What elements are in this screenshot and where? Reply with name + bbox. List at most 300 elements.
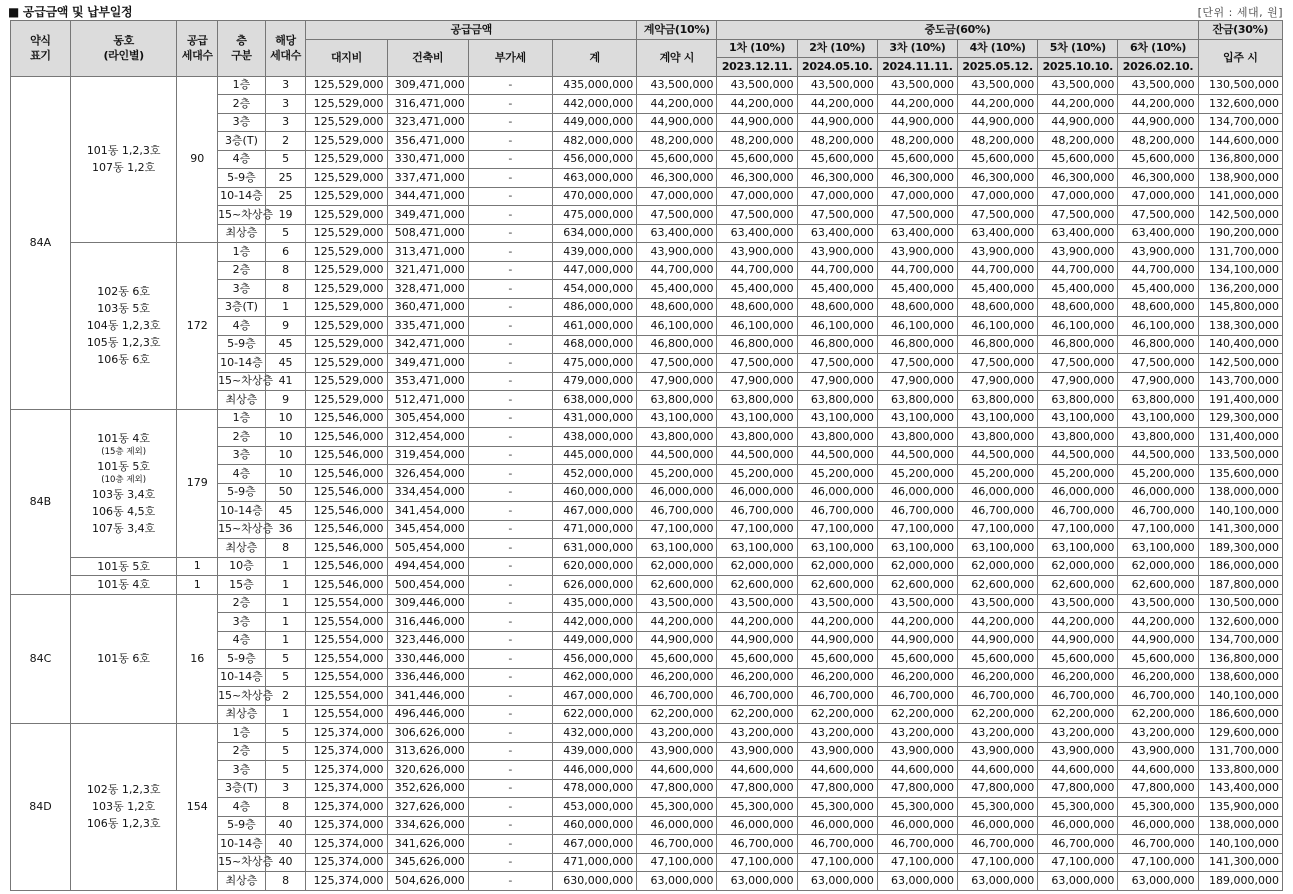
building-price-cell: 349,471,000	[387, 354, 468, 373]
middle-payment-1-cell: 43,200,000	[717, 724, 797, 743]
dong-line: 101동 4호	[97, 578, 151, 592]
middle-payment-2-cell: 43,100,000	[797, 409, 877, 428]
middle-payment-1-cell: 45,600,000	[717, 150, 797, 169]
middle-payment-6-cell: 44,700,000	[1118, 261, 1198, 280]
middle-payment-3-cell: 44,500,000	[877, 446, 957, 465]
dong-line: 102동 1,2,3호	[86, 783, 161, 797]
deposit-cell: 62,000,000	[637, 557, 717, 576]
middle-payment-1-cell: 63,400,000	[717, 224, 797, 243]
header-middle-group: 중도금(60%)	[717, 21, 1198, 40]
dong-cell	[70, 243, 177, 410]
vat-cell: -	[468, 206, 552, 225]
middle-payment-6-cell: 46,700,000	[1118, 687, 1198, 706]
total-price-cell: 452,000,000	[553, 465, 637, 484]
middle-payment-3-cell: 46,300,000	[877, 169, 957, 188]
land-price-cell: 125,554,000	[306, 631, 387, 650]
dong-line: 105동 1,2,3호	[86, 336, 161, 350]
land-price-cell: 125,529,000	[306, 372, 387, 391]
units-cell: 1	[265, 298, 306, 317]
land-price-cell: 125,529,000	[306, 224, 387, 243]
middle-payment-4-cell: 47,800,000	[958, 779, 1038, 798]
total-price-cell: 432,000,000	[553, 724, 637, 743]
middle-payment-3-cell: 47,500,000	[877, 354, 957, 373]
middle-payment-6-cell: 63,400,000	[1118, 224, 1198, 243]
middle-payment-4-cell: 43,200,000	[958, 724, 1038, 743]
vat-cell: -	[468, 668, 552, 687]
land-price-cell: 125,546,000	[306, 446, 387, 465]
middle-payment-3-cell: 44,900,000	[877, 113, 957, 132]
land-price-cell: 125,529,000	[306, 187, 387, 206]
middle-payment-3-cell: 43,200,000	[877, 724, 957, 743]
middle-payment-3-cell: 44,200,000	[877, 95, 957, 114]
vat-cell: -	[468, 779, 552, 798]
units-cell: 41	[265, 372, 306, 391]
balance-cell: 132,600,000	[1198, 613, 1282, 632]
middle-payment-2-cell: 46,800,000	[797, 335, 877, 354]
middle-payment-4-cell: 46,700,000	[958, 835, 1038, 854]
land-price-cell: 125,374,000	[306, 779, 387, 798]
building-price-cell: 341,454,000	[387, 502, 468, 521]
floor-cell: 10-14층	[218, 668, 266, 687]
total-price-cell: 454,000,000	[553, 280, 637, 299]
building-price-cell: 344,471,000	[387, 187, 468, 206]
middle-payment-2-cell: 46,000,000	[797, 816, 877, 835]
total-price-cell: 445,000,000	[553, 446, 637, 465]
middle-payment-3-cell: 48,200,000	[877, 132, 957, 151]
balance-cell: 134,100,000	[1198, 261, 1282, 280]
floor-cell: 15~차상층	[218, 853, 266, 872]
balance-cell: 132,600,000	[1198, 95, 1282, 114]
deposit-cell: 45,300,000	[637, 798, 717, 817]
total-price-cell: 438,000,000	[553, 428, 637, 447]
middle-payment-5-cell: 43,500,000	[1038, 594, 1118, 613]
middle-payment-1-cell: 46,700,000	[717, 687, 797, 706]
middle-payment-2-cell: 48,200,000	[797, 132, 877, 151]
deposit-cell: 62,200,000	[637, 705, 717, 724]
middle-payment-5-cell: 46,700,000	[1038, 502, 1118, 521]
units-cell: 45	[265, 335, 306, 354]
middle-payment-5-cell: 46,700,000	[1038, 835, 1118, 854]
total-price-cell: 439,000,000	[553, 742, 637, 761]
floor-cell: 1층	[218, 76, 266, 95]
middle-payment-4-cell: 47,500,000	[958, 206, 1038, 225]
middle-payment-5-cell: 62,000,000	[1038, 557, 1118, 576]
middle-payment-3-cell: 46,200,000	[877, 668, 957, 687]
middle-payment-2-cell: 46,100,000	[797, 317, 877, 336]
header-mid-2: 2차 (10%)	[797, 39, 877, 58]
building-price-cell: 337,471,000	[387, 169, 468, 188]
building-price-cell: 316,446,000	[387, 613, 468, 632]
middle-payment-1-cell: 44,600,000	[717, 761, 797, 780]
floor-cell: 4층	[218, 317, 266, 336]
land-price-cell: 125,529,000	[306, 335, 387, 354]
vat-cell: -	[468, 132, 552, 151]
balance-cell: 138,000,000	[1198, 483, 1282, 502]
middle-payment-2-cell: 46,300,000	[797, 169, 877, 188]
middle-payment-6-cell: 47,000,000	[1118, 187, 1198, 206]
units-cell: 40	[265, 816, 306, 835]
total-price-cell: 456,000,000	[553, 150, 637, 169]
middle-payment-6-cell: 46,000,000	[1118, 483, 1198, 502]
floor-cell: 최상층	[218, 224, 266, 243]
middle-payment-5-cell: 43,900,000	[1038, 742, 1118, 761]
land-price-cell: 125,529,000	[306, 280, 387, 299]
middle-payment-5-cell: 63,800,000	[1038, 391, 1118, 410]
middle-payment-1-cell: 46,000,000	[717, 483, 797, 502]
balance-cell: 142,500,000	[1198, 354, 1282, 373]
middle-payment-1-cell: 46,700,000	[717, 502, 797, 521]
header-total: 계	[553, 39, 637, 76]
units-cell: 36	[265, 520, 306, 539]
middle-payment-2-cell: 46,700,000	[797, 835, 877, 854]
dong-line: (15층 제외)	[101, 446, 147, 457]
middle-payment-5-cell: 46,300,000	[1038, 169, 1118, 188]
deposit-cell: 45,400,000	[637, 280, 717, 299]
middle-payment-4-cell: 63,400,000	[958, 224, 1038, 243]
middle-payment-6-cell: 43,900,000	[1118, 243, 1198, 262]
dong-line: 102동 6호	[97, 285, 151, 299]
balance-cell: 141,300,000	[1198, 853, 1282, 872]
total-price-cell: 468,000,000	[553, 335, 637, 354]
middle-payment-4-cell: 46,000,000	[958, 483, 1038, 502]
total-price-cell: 467,000,000	[553, 502, 637, 521]
land-price-cell: 125,546,000	[306, 483, 387, 502]
land-price-cell: 125,546,000	[306, 465, 387, 484]
floor-cell: 5-9층	[218, 650, 266, 669]
middle-payment-5-cell: 47,800,000	[1038, 779, 1118, 798]
middle-payment-4-cell: 47,100,000	[958, 520, 1038, 539]
balance-cell: 138,900,000	[1198, 169, 1282, 188]
unit-note: [단위 : 세대, 원]	[1197, 6, 1283, 19]
building-price-cell: 330,446,000	[387, 650, 468, 669]
floor-cell: 4층	[218, 465, 266, 484]
middle-payment-1-cell: 46,300,000	[717, 169, 797, 188]
middle-payment-5-cell: 47,000,000	[1038, 187, 1118, 206]
land-price-cell: 125,529,000	[306, 317, 387, 336]
land-price-cell: 125,374,000	[306, 724, 387, 743]
middle-payment-1-cell: 46,700,000	[717, 835, 797, 854]
table-row	[11, 557, 1283, 576]
header-floor: 층 구분	[218, 21, 266, 77]
vat-cell: -	[468, 742, 552, 761]
header-mid-6-date: 2026.02.10.	[1118, 58, 1198, 77]
building-price-cell: 319,454,000	[387, 446, 468, 465]
balance-cell: 145,800,000	[1198, 298, 1282, 317]
header-mid-4: 4차 (10%)	[958, 39, 1038, 58]
units-cell: 8	[265, 798, 306, 817]
total-price-cell: 479,000,000	[553, 372, 637, 391]
middle-payment-2-cell: 44,500,000	[797, 446, 877, 465]
middle-payment-4-cell: 44,700,000	[958, 261, 1038, 280]
middle-payment-5-cell: 63,000,000	[1038, 872, 1118, 891]
units-cell: 1	[265, 631, 306, 650]
middle-payment-3-cell: 43,800,000	[877, 428, 957, 447]
balance-cell: 129,300,000	[1198, 409, 1282, 428]
middle-payment-5-cell: 62,600,000	[1038, 576, 1118, 595]
units-cell: 3	[265, 779, 306, 798]
middle-payment-1-cell: 44,900,000	[717, 113, 797, 132]
table-row	[11, 594, 1283, 613]
middle-payment-3-cell: 45,600,000	[877, 650, 957, 669]
balance-cell: 136,800,000	[1198, 150, 1282, 169]
header-dong: 동호 (라인별)	[70, 21, 177, 77]
building-price-cell: 323,446,000	[387, 631, 468, 650]
building-price-cell: 504,626,000	[387, 872, 468, 891]
dong-cell	[70, 409, 177, 557]
middle-payment-5-cell: 44,500,000	[1038, 446, 1118, 465]
deposit-cell: 44,900,000	[637, 631, 717, 650]
floor-cell: 2층	[218, 594, 266, 613]
middle-payment-3-cell: 63,400,000	[877, 224, 957, 243]
middle-payment-2-cell: 43,900,000	[797, 742, 877, 761]
middle-payment-2-cell: 44,200,000	[797, 95, 877, 114]
middle-payment-3-cell: 44,600,000	[877, 761, 957, 780]
middle-payment-4-cell: 45,400,000	[958, 280, 1038, 299]
land-price-cell: 125,546,000	[306, 539, 387, 558]
middle-payment-3-cell: 45,400,000	[877, 280, 957, 299]
deposit-cell: 63,100,000	[637, 539, 717, 558]
units-cell: 9	[265, 391, 306, 410]
middle-payment-2-cell: 47,500,000	[797, 354, 877, 373]
middle-payment-4-cell: 43,100,000	[958, 409, 1038, 428]
dong-line: 104동 1,2,3호	[86, 319, 161, 333]
balance-cell: 141,000,000	[1198, 187, 1282, 206]
land-price-cell: 125,529,000	[306, 298, 387, 317]
header-building: 건축비	[387, 39, 468, 76]
table-header	[11, 21, 1283, 77]
middle-payment-6-cell: 44,500,000	[1118, 446, 1198, 465]
land-price-cell: 125,529,000	[306, 354, 387, 373]
middle-payment-1-cell: 44,200,000	[717, 95, 797, 114]
middle-payment-1-cell: 63,800,000	[717, 391, 797, 410]
header-mid-5: 5차 (10%)	[1038, 39, 1118, 58]
floor-cell: 15~차상층	[218, 206, 266, 225]
middle-payment-2-cell: 43,200,000	[797, 724, 877, 743]
units-cell: 25	[265, 169, 306, 188]
building-price-cell: 321,471,000	[387, 261, 468, 280]
total-price-cell: 638,000,000	[553, 391, 637, 410]
middle-payment-6-cell: 47,800,000	[1118, 779, 1198, 798]
units-cell: 8	[265, 872, 306, 891]
floor-cell: 1층	[218, 409, 266, 428]
middle-payment-1-cell: 45,200,000	[717, 465, 797, 484]
vat-cell: -	[468, 761, 552, 780]
total-price-cell: 470,000,000	[553, 187, 637, 206]
header-supply-price: 공급금액	[306, 21, 637, 40]
header-balance: 입주 시	[1198, 39, 1282, 76]
header-mid-6: 6차 (10%)	[1118, 39, 1198, 58]
floor-cell: 4층	[218, 150, 266, 169]
units-cell: 5	[265, 224, 306, 243]
header-mid-5-date: 2025.10.10.	[1038, 58, 1118, 77]
balance-cell: 144,600,000	[1198, 132, 1282, 151]
floor-cell: 최상층	[218, 705, 266, 724]
supply-units-cell: 1	[177, 576, 218, 595]
floor-cell: 3층(T)	[218, 298, 266, 317]
header-mid-3: 3차 (10%)	[877, 39, 957, 58]
middle-payment-3-cell: 46,800,000	[877, 335, 957, 354]
floor-cell: 5-9층	[218, 169, 266, 188]
middle-payment-6-cell: 63,800,000	[1118, 391, 1198, 410]
deposit-cell: 46,100,000	[637, 317, 717, 336]
units-cell: 5	[265, 742, 306, 761]
middle-payment-1-cell: 44,500,000	[717, 446, 797, 465]
units-cell: 10	[265, 465, 306, 484]
header-supply-units: 공급 세대수	[177, 21, 218, 77]
vat-cell: -	[468, 853, 552, 872]
balance-cell: 138,000,000	[1198, 816, 1282, 835]
building-price-cell: 356,471,000	[387, 132, 468, 151]
middle-payment-3-cell: 44,200,000	[877, 613, 957, 632]
middle-payment-2-cell: 62,200,000	[797, 705, 877, 724]
balance-cell: 142,500,000	[1198, 206, 1282, 225]
deposit-cell: 47,800,000	[637, 779, 717, 798]
land-price-cell: 125,529,000	[306, 243, 387, 262]
middle-payment-1-cell: 46,100,000	[717, 317, 797, 336]
middle-payment-6-cell: 43,500,000	[1118, 76, 1198, 95]
total-price-cell: 461,000,000	[553, 317, 637, 336]
middle-payment-3-cell: 46,700,000	[877, 687, 957, 706]
deposit-cell: 43,200,000	[637, 724, 717, 743]
middle-payment-4-cell: 63,800,000	[958, 391, 1038, 410]
deposit-cell: 46,700,000	[637, 502, 717, 521]
middle-payment-4-cell: 47,500,000	[958, 354, 1038, 373]
dong-line: 107동 3,4호	[92, 521, 156, 535]
land-price-cell: 125,374,000	[306, 816, 387, 835]
middle-payment-6-cell: 48,200,000	[1118, 132, 1198, 151]
middle-payment-4-cell: 45,600,000	[958, 150, 1038, 169]
total-price-cell: 475,000,000	[553, 206, 637, 225]
middle-payment-1-cell: 62,000,000	[717, 557, 797, 576]
floor-cell: 10-14층	[218, 502, 266, 521]
floor-cell: 5-9층	[218, 483, 266, 502]
middle-payment-2-cell: 47,500,000	[797, 206, 877, 225]
middle-payment-4-cell: 43,500,000	[958, 76, 1038, 95]
units-cell: 45	[265, 354, 306, 373]
vat-cell: -	[468, 872, 552, 891]
middle-payment-5-cell: 45,400,000	[1038, 280, 1118, 299]
building-price-cell: 313,471,000	[387, 243, 468, 262]
total-price-cell: 435,000,000	[553, 594, 637, 613]
land-price-cell: 125,529,000	[306, 132, 387, 151]
building-price-cell: 496,446,000	[387, 705, 468, 724]
deposit-cell: 44,500,000	[637, 446, 717, 465]
balance-cell: 138,600,000	[1198, 668, 1282, 687]
units-cell: 1	[265, 576, 306, 595]
middle-payment-6-cell: 45,600,000	[1118, 150, 1198, 169]
total-price-cell: 478,000,000	[553, 779, 637, 798]
total-price-cell: 482,000,000	[553, 132, 637, 151]
floor-cell: 15층	[218, 576, 266, 595]
building-price-cell: 328,471,000	[387, 280, 468, 299]
middle-payment-2-cell: 45,600,000	[797, 150, 877, 169]
middle-payment-4-cell: 47,900,000	[958, 372, 1038, 391]
total-price-cell: 620,000,000	[553, 557, 637, 576]
middle-payment-6-cell: 43,200,000	[1118, 724, 1198, 743]
middle-payment-1-cell: 43,900,000	[717, 243, 797, 262]
middle-payment-3-cell: 43,900,000	[877, 742, 957, 761]
middle-payment-6-cell: 46,100,000	[1118, 317, 1198, 336]
dong-line: 101동 5호	[97, 459, 151, 473]
dong-cell	[70, 724, 177, 891]
middle-payment-2-cell: 45,400,000	[797, 280, 877, 299]
middle-payment-5-cell: 63,100,000	[1038, 539, 1118, 558]
total-price-cell: 467,000,000	[553, 835, 637, 854]
middle-payment-3-cell: 63,800,000	[877, 391, 957, 410]
middle-payment-1-cell: 43,500,000	[717, 76, 797, 95]
middle-payment-4-cell: 63,000,000	[958, 872, 1038, 891]
middle-payment-6-cell: 43,100,000	[1118, 409, 1198, 428]
middle-payment-5-cell: 44,900,000	[1038, 113, 1118, 132]
units-cell: 3	[265, 113, 306, 132]
vat-cell: -	[468, 724, 552, 743]
middle-payment-3-cell: 47,500,000	[877, 206, 957, 225]
vat-cell: -	[468, 576, 552, 595]
middle-payment-2-cell: 45,300,000	[797, 798, 877, 817]
building-price-cell: 334,454,000	[387, 483, 468, 502]
deposit-cell: 46,000,000	[637, 816, 717, 835]
middle-payment-6-cell: 44,200,000	[1118, 613, 1198, 632]
total-price-cell: 460,000,000	[553, 483, 637, 502]
balance-cell: 140,100,000	[1198, 687, 1282, 706]
floor-cell: 10-14층	[218, 835, 266, 854]
floor-cell: 3층	[218, 761, 266, 780]
deposit-cell: 45,200,000	[637, 465, 717, 484]
vat-cell: -	[468, 835, 552, 854]
header-land: 대지비	[306, 39, 387, 76]
middle-payment-5-cell: 45,300,000	[1038, 798, 1118, 817]
units-cell: 1	[265, 613, 306, 632]
building-price-cell: 334,626,000	[387, 816, 468, 835]
floor-cell: 3층	[218, 613, 266, 632]
middle-payment-3-cell: 47,800,000	[877, 779, 957, 798]
total-price-cell: 463,000,000	[553, 169, 637, 188]
units-cell: 40	[265, 853, 306, 872]
middle-payment-5-cell: 44,700,000	[1038, 261, 1118, 280]
building-price-cell: 305,454,000	[387, 409, 468, 428]
middle-payment-6-cell: 44,600,000	[1118, 761, 1198, 780]
deposit-cell: 43,100,000	[637, 409, 717, 428]
floor-cell: 3층	[218, 446, 266, 465]
middle-payment-2-cell: 44,200,000	[797, 613, 877, 632]
middle-payment-6-cell: 44,200,000	[1118, 95, 1198, 114]
middle-payment-4-cell: 63,100,000	[958, 539, 1038, 558]
middle-payment-6-cell: 43,500,000	[1118, 594, 1198, 613]
vat-cell: -	[468, 798, 552, 817]
building-price-cell: 312,454,000	[387, 428, 468, 447]
balance-cell: 136,800,000	[1198, 650, 1282, 669]
middle-payment-1-cell: 43,800,000	[717, 428, 797, 447]
floor-cell: 3층	[218, 113, 266, 132]
units-cell: 5	[265, 761, 306, 780]
middle-payment-4-cell: 44,200,000	[958, 613, 1038, 632]
deposit-cell: 47,900,000	[637, 372, 717, 391]
middle-payment-4-cell: 46,700,000	[958, 502, 1038, 521]
floor-cell: 5-9층	[218, 816, 266, 835]
middle-payment-3-cell: 63,000,000	[877, 872, 957, 891]
deposit-cell: 44,700,000	[637, 261, 717, 280]
middle-payment-3-cell: 43,100,000	[877, 409, 957, 428]
deposit-cell: 45,600,000	[637, 650, 717, 669]
dong-line: 101동 4호	[97, 431, 151, 445]
middle-payment-5-cell: 47,100,000	[1038, 520, 1118, 539]
land-price-cell: 125,546,000	[306, 576, 387, 595]
floor-cell: 4층	[218, 631, 266, 650]
middle-payment-5-cell: 47,500,000	[1038, 206, 1118, 225]
middle-payment-2-cell: 62,000,000	[797, 557, 877, 576]
land-price-cell: 125,374,000	[306, 798, 387, 817]
middle-payment-1-cell: 47,000,000	[717, 187, 797, 206]
